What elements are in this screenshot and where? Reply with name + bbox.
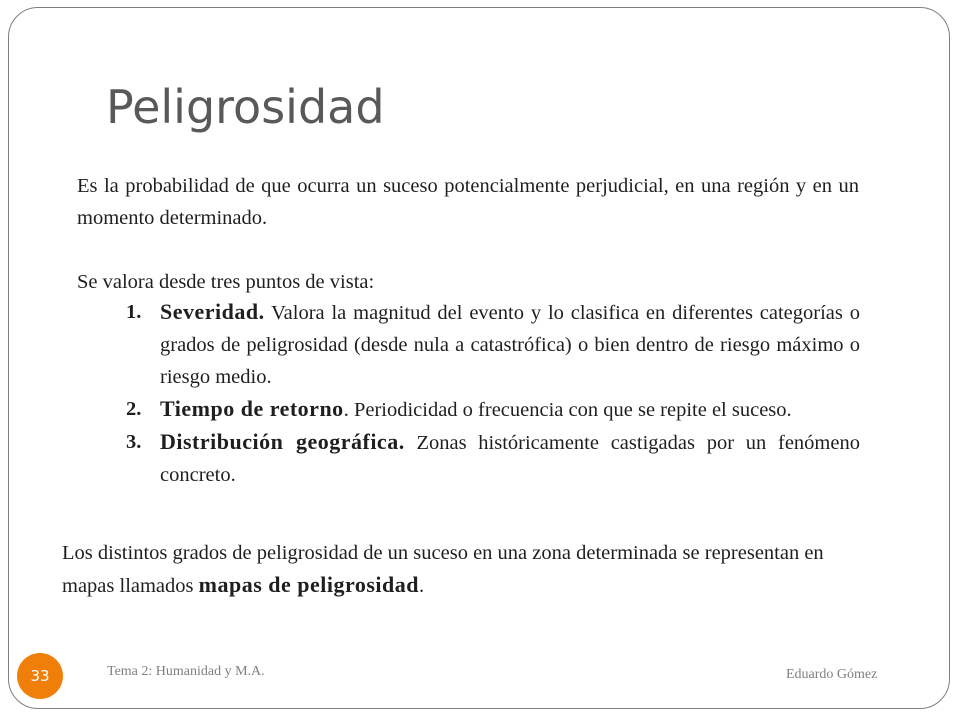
list-number: 3.	[126, 431, 142, 453]
criteria-keyword: Distribución geográfica.	[160, 429, 405, 454]
slide-title: Peligrosidad	[106, 80, 385, 134]
footer-author: Eduardo Gómez	[786, 667, 878, 682]
list-number: 1.	[126, 301, 142, 323]
criteria-list	[120, 296, 860, 491]
closing-keyword: mapas de peligrosidad	[198, 572, 419, 597]
criteria-item-return-time	[120, 393, 860, 426]
criteria-item-severity	[120, 296, 860, 393]
criteria-description: Zonas históricamente castigadas por un fenómeno concreto.	[160, 432, 860, 486]
intro-paragraph: Es la probabilidad de que ocurra un suceso potencialmente perjudicial, en una región y en un momento determinado.	[77, 175, 859, 229]
closing-text: Los distintos grados de peligrosidad de un suceso en una zona determinada se representan en mapas llamados	[62, 542, 824, 597]
criteria-item-geographic-distribution	[120, 426, 860, 491]
lead-paragraph: Se valora desde tres puntos de vista:	[77, 271, 375, 293]
criteria-description: . Periodicidad o frecuencia con que se repite el suceso.	[343, 399, 792, 421]
closing-paragraph	[62, 537, 862, 602]
criteria-keyword: Severidad.	[160, 299, 265, 324]
closing-end: .	[419, 575, 425, 597]
criteria-keyword: Tiempo de retorno	[160, 396, 344, 421]
footer-course: Tema 2: Humanidad y M.A.	[107, 664, 265, 679]
slide-number-badge: 33	[17, 653, 63, 699]
criteria-description: Valora la magnitud del evento y lo clasifica en diferentes categorías o grados de peligrosidad (desde nula a catastrófica) o bien dentro de riesgo máximo o riesgo medio.	[160, 302, 860, 388]
list-number: 2.	[126, 398, 142, 420]
